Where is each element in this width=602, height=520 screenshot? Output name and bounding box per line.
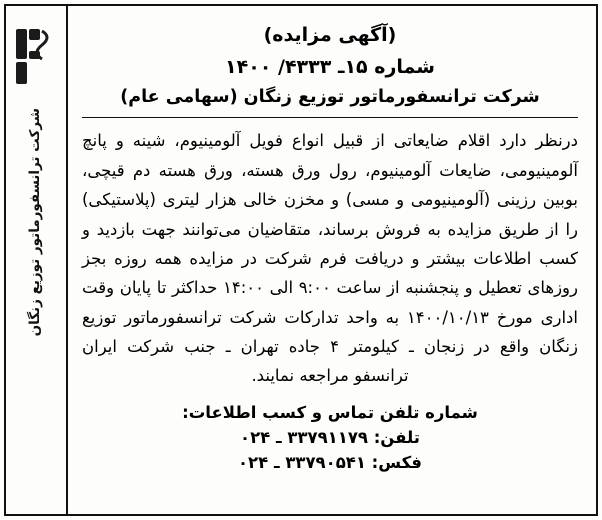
side-strip [6, 6, 68, 514]
title-company-name: شرکت ترانسفورماتور توزیع زنگان (سهامی عام) [120, 87, 540, 108]
contact-fax: فکس: ۳۳۷۹۰۵۴۱ ـ ۰۲۴ [237, 452, 422, 472]
transformer-company-logo-icon [13, 27, 59, 87]
header-divider [82, 117, 578, 118]
company-logo [5, 6, 67, 102]
advertisement-content [68, 6, 596, 514]
side-company-name-text: شرکت ترانسفورماتور توزیع زنگان [27, 108, 44, 337]
contact-phone: تلفن: ۳۳۷۹۱۱۷۹ ـ ۰۲۴ [240, 427, 420, 447]
title-auction-notice: (آگهی مزایده) [263, 24, 397, 46]
contact-heading: شماره تلفن تماس و کسب اطلاعات: [182, 402, 478, 422]
advertisement-frame [4, 4, 598, 516]
side-company-name [5, 102, 67, 514]
body-paragraph: درنظر دارد اقلام ضایعاتی از قبیل انواع فویل آلومینیوم، شینه و پانچ آلومینیومی، ضایعات آلومینیوم، رول ورق هسته، ورق هسته دم قیچی، بوبین رزینی (آلومینیومی و مسی) و مخزن خالی هزار لیتری (پلاستیکی) را از طریق مزایده به فروش برساند، متقاضیان می‌توانند جهت بازدید و کسب اطلاعات بیشتر و دریافت فرم شرکت در مزایده همه روزه بجز روزهای تعطیل و پنجشنبه از ساعت ۹:۰۰ الی ۱۴:۰۰ حداکثر تا پایان وقت اداری مورخ ۱۴۰۰/۱۰/۱۳ به واحد تدارکات شرکت ترانسفورماتور توزیع زنگان واقع در زنجان ـ کیلومتر ۴ جاده تهران ـ جنب شرکت ایران ترانسفو مراجعه نمایند. [82, 131, 578, 386]
body-text [82, 126, 578, 390]
title-reference-number: شماره ۱۵ـ ۴۳۳۳/ ۱۴۰۰ [225, 55, 435, 78]
